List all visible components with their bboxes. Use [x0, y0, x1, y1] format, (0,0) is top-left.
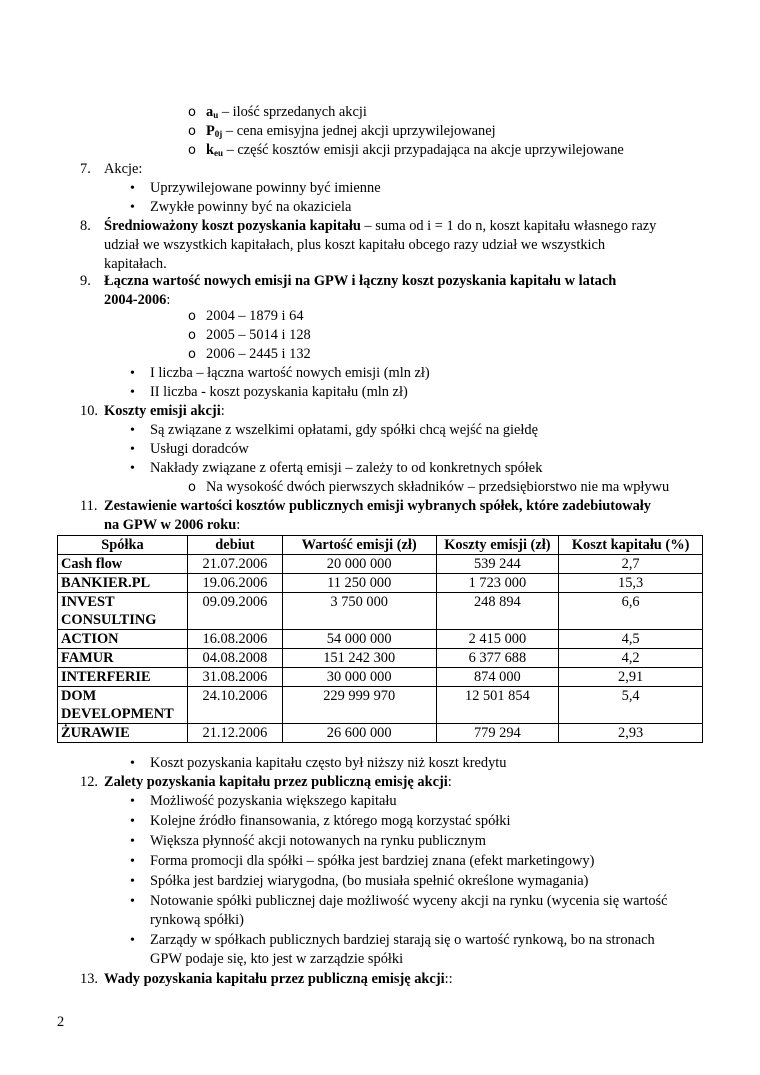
circle-bullet-icon: o: [188, 480, 196, 495]
list-item: Na wysokość dwóch pierwszych składników – przedsiębiorstwo nie ma wpływu: [206, 479, 670, 495]
table-row: [58, 630, 703, 649]
list-item: Kolejne źródło finansowania, z którego mogą korzystać spółki: [150, 813, 511, 829]
bullet-icon: •: [130, 756, 135, 771]
column-header: Koszty emisji (zł): [436, 536, 559, 555]
list-item: Zwykłe powinny być na okaziciela: [150, 199, 352, 215]
bullet-icon: •: [130, 181, 135, 196]
bullet-icon: •: [130, 200, 135, 215]
cell-company: INVEST CONSULTING: [58, 593, 188, 630]
cell-company: INTERFERIE: [58, 668, 188, 687]
circle-bullet-icon: o: [188, 309, 196, 324]
list-item: Możliwość pozyskania większego kapitału: [150, 793, 397, 809]
column-header: Spółka: [58, 536, 188, 555]
emissions-table: [57, 535, 703, 743]
section-title: 2004-2006:: [104, 292, 171, 308]
cell-capital-cost: 15,3: [559, 574, 703, 593]
list-item: Nakłady związane z ofertą emisji – zależy to od konkretnych spółek: [150, 460, 543, 476]
cell-emission-cost: 1 723 000: [436, 574, 559, 593]
cell-emission-value: 229 999 970: [282, 687, 436, 724]
cell-company: ŻURAWIE: [58, 724, 188, 743]
cell-emission-value: 20 000 000: [282, 555, 436, 574]
list-item: Usługi doradców: [150, 441, 249, 457]
table-row: [58, 649, 703, 668]
paragraph-line: kapitałach.: [104, 256, 167, 272]
column-header: Koszt kapitału (%): [559, 536, 703, 555]
section-title: Zalety pozyskania kapitału przez publiczną emisję akcji:: [104, 774, 452, 790]
table-row: [58, 668, 703, 687]
bullet-icon: •: [130, 385, 135, 400]
cell-debut: 31.08.2006: [187, 668, 282, 687]
cell-capital-cost: 4,2: [559, 649, 703, 668]
cell-capital-cost: 2,93: [559, 724, 703, 743]
cell-emission-cost: 779 294: [436, 724, 559, 743]
cell-emission-cost: 248 894: [436, 593, 559, 630]
bullet-icon: •: [130, 794, 135, 809]
list-item: Uprzywilejowane powinny być imienne: [150, 180, 381, 196]
list-item: Są związane z wszelkimi opłatami, gdy spółki chcą wejść na giełdę: [150, 422, 539, 438]
list-item-continuation: GPW podaje się, kto jest w zarządzie spółki: [150, 951, 404, 967]
column-header: debiut: [187, 536, 282, 555]
section-title: Akcje:: [104, 161, 143, 177]
section-number: 11.: [80, 498, 98, 514]
list-item: 2006 – 2445 i 132: [206, 346, 311, 362]
table-row: [58, 555, 703, 574]
cell-debut: 21.12.2006: [187, 724, 282, 743]
bullet-icon: •: [130, 874, 135, 889]
list-item: II liczba - koszt pozyskania kapitału (mln zł): [150, 384, 408, 400]
cell-emission-value: 151 242 300: [282, 649, 436, 668]
list-item: I liczba – łączna wartość nowych emisji (mln zł): [150, 365, 430, 381]
circle-bullet-icon: o: [188, 143, 196, 158]
cell-company: ACTION: [58, 630, 188, 649]
cell-capital-cost: 2,91: [559, 668, 703, 687]
list-item: Spółka jest bardziej wiarygodna, (bo musiała spełnić określone wymagania): [150, 873, 589, 889]
cell-capital-cost: 2,7: [559, 555, 703, 574]
circle-bullet-icon: o: [188, 328, 196, 343]
cell-debut: 09.09.2006: [187, 593, 282, 630]
list-item: $k_{eu}$ – część kosztów emisji akcji przypadająca na akcje uprzywilejowane: [206, 142, 624, 158]
section-title: Średnioważony koszt pozyskania kapitału – suma od i = 1 do n, koszt kapitału własnego razy: [104, 218, 657, 234]
cell-debut: 04.08.2008: [187, 649, 282, 668]
table-row: [58, 593, 703, 630]
section-title: Łączna wartość nowych emisji na GPW i łączny koszt pozyskania kapitału w latach: [104, 273, 617, 289]
cell-emission-value: 30 000 000: [282, 668, 436, 687]
section-title: Koszty emisji akcji:: [104, 403, 225, 419]
section-title: Zestawienie wartości kosztów publicznych emisji wybranych spółek, które zadebiutowały: [104, 498, 651, 514]
section-number: 10.: [80, 403, 98, 419]
list-item: $P_{0j}$ – cena emisyjna jednej akcji uprzywilejowanej: [206, 123, 496, 139]
cell-emission-cost: 2 415 000: [436, 630, 559, 649]
cell-emission-value: 54 000 000: [282, 630, 436, 649]
cell-emission-cost: 6 377 688: [436, 649, 559, 668]
cell-company: BANKIER.PL: [58, 574, 188, 593]
bullet-icon: •: [130, 442, 135, 457]
section-number: 12.: [80, 774, 98, 790]
section-number: 13.: [80, 971, 98, 987]
cell-emission-value: 11 250 000: [282, 574, 436, 593]
section-number: 9.: [80, 273, 91, 289]
table-row: [58, 574, 703, 593]
paragraph-line: udział we wszystkich kapitałach, plus koszt kapitału obcego razy udział we wszystkich: [104, 237, 606, 253]
list-item: Notowanie spółki publicznej daje możliwość wyceny akcji na rynku (wycenia się wartość: [150, 893, 668, 909]
cell-emission-cost: 12 501 854: [436, 687, 559, 724]
cell-debut: 19.06.2006: [187, 574, 282, 593]
list-item: Większa płynność akcji notowanych na rynku publicznym: [150, 833, 486, 849]
list-item: Forma promocji dla spółki – spółka jest bardziej znana (efekt marketingowy): [150, 853, 595, 869]
cell-company: Cash flow: [58, 555, 188, 574]
table-row: [58, 687, 703, 724]
list-item: 2004 – 1879 i 64: [206, 308, 304, 324]
cell-company: DOM DEVELOPMENT: [58, 687, 188, 724]
circle-bullet-icon: o: [188, 347, 196, 362]
cell-emission-value: 26 600 000: [282, 724, 436, 743]
bullet-icon: •: [130, 814, 135, 829]
cell-capital-cost: 5,4: [559, 687, 703, 724]
section-title: na GPW w 2006 roku:: [104, 517, 241, 533]
bullet-icon: •: [130, 894, 135, 909]
bullet-icon: •: [130, 423, 135, 438]
section-number: 7.: [80, 161, 91, 177]
circle-bullet-icon: o: [188, 124, 196, 139]
bullet-icon: •: [130, 854, 135, 869]
table-row: [58, 724, 703, 743]
cell-debut: 21.07.2006: [187, 555, 282, 574]
cell-emission-cost: 539 244: [436, 555, 559, 574]
list-item: 2005 – 5014 i 128: [206, 327, 311, 343]
list-item: Zarządy w spółkach publicznych bardziej starają się o wartość rynkową, bo na stronach: [150, 932, 655, 948]
cell-company: FAMUR: [58, 649, 188, 668]
list-item: $a_u$ – ilość sprzedanych akcji: [206, 104, 367, 120]
section-number: 8.: [80, 218, 91, 234]
column-header: Wartość emisji (zł): [282, 536, 436, 555]
cell-emission-cost: 874 000: [436, 668, 559, 687]
bullet-icon: •: [130, 834, 135, 849]
bullet-icon: •: [130, 933, 135, 948]
cell-debut: 24.10.2006: [187, 687, 282, 724]
cell-capital-cost: 4,5: [559, 630, 703, 649]
page-number: 2: [57, 1014, 65, 1030]
table-header-row: [58, 536, 703, 555]
bullet-icon: •: [130, 461, 135, 476]
bullet-icon: •: [130, 366, 135, 381]
section-title: Wady pozyskania kapitału przez publiczną emisję akcji::: [104, 971, 453, 987]
list-item-continuation: rynkową spółki): [150, 912, 244, 928]
cell-debut: 16.08.2006: [187, 630, 282, 649]
list-item: Koszt pozyskania kapitału często był niższy niż koszt kredytu: [150, 755, 507, 771]
cell-capital-cost: 6,6: [559, 593, 703, 630]
circle-bullet-icon: o: [188, 105, 196, 120]
cell-emission-value: 3 750 000: [282, 593, 436, 630]
